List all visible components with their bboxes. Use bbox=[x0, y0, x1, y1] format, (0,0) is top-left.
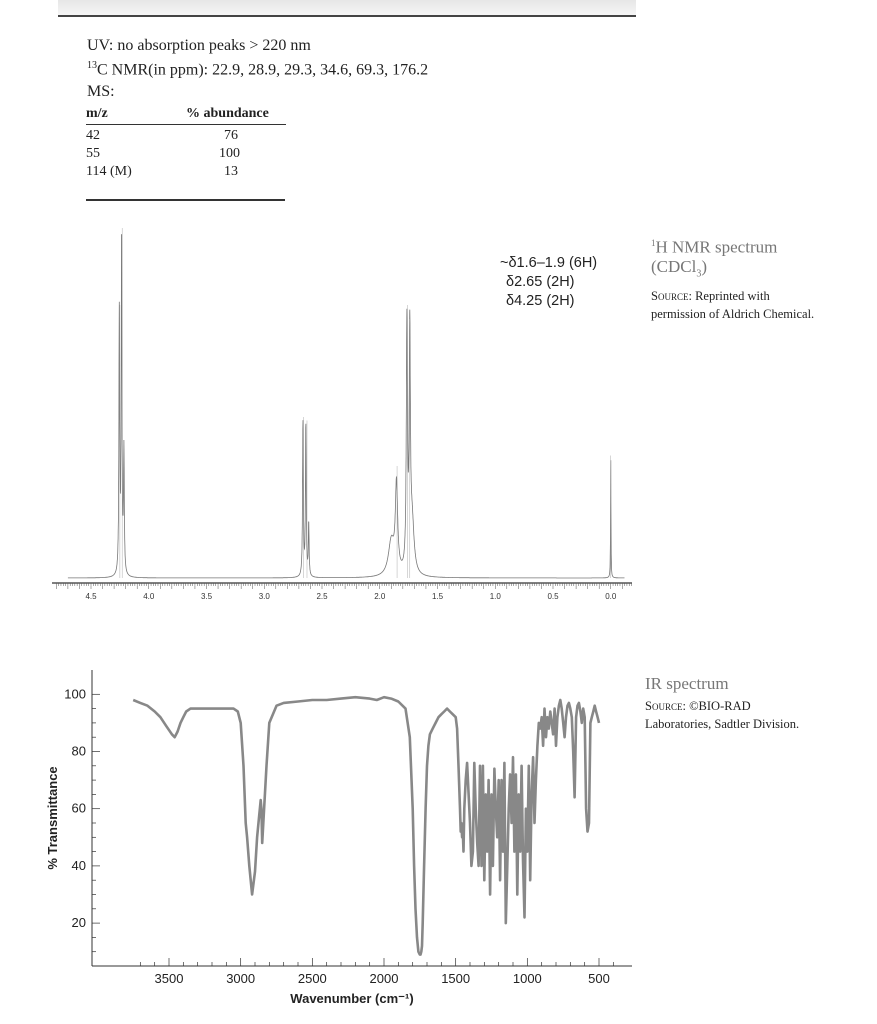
ms-label: MS: bbox=[87, 83, 115, 100]
ir-x-axis-label: Wavenumber (cm⁻¹) bbox=[290, 991, 414, 1006]
hnmr-chart bbox=[52, 228, 632, 601]
ir-y-tick-label: 100 bbox=[64, 686, 86, 702]
ms-mz-cell: 42 bbox=[86, 128, 100, 143]
ir-source-label: Source: bbox=[645, 699, 686, 713]
ir-x-tick-label: 3500 bbox=[154, 971, 184, 986]
hnmr-tick-label: 1.0 bbox=[489, 592, 501, 601]
ms-abundance-cell: 76 bbox=[224, 128, 238, 143]
legend-entry: ~δ1.6–1.9 (6H) bbox=[500, 255, 598, 271]
ir-x-tick-label: 1000 bbox=[512, 971, 542, 986]
ms-abundance-cell: 13 bbox=[224, 164, 238, 179]
hnmr-title-text: H NMR spectrum bbox=[655, 237, 778, 257]
ir-x-tick-label: 2000 bbox=[369, 971, 399, 986]
ms-abundance-cell: 100 bbox=[219, 146, 240, 161]
hnmr-tick-label: 0.0 bbox=[605, 592, 617, 601]
hnmr-title-superscript: 1 bbox=[651, 238, 656, 248]
hnmr-tick-label: 4.0 bbox=[143, 592, 155, 601]
ir-x-tick-label: 500 bbox=[588, 971, 610, 986]
ir-chart bbox=[45, 670, 632, 1006]
hnmr-spectrum-line bbox=[68, 234, 625, 578]
hnmr-tick-label: 0.5 bbox=[547, 592, 559, 601]
ms-mz-cell: 114 (M) bbox=[86, 164, 132, 179]
ir-y-tick-label: 80 bbox=[71, 743, 86, 759]
uv-text: UV: no absorption peaks > 220 nm bbox=[87, 37, 311, 54]
hnmr-tick-label: 2.0 bbox=[374, 592, 386, 601]
hnmr-source-line-2: permission of Aldrich Chemical. bbox=[651, 307, 815, 322]
ir-y-tick-label: 40 bbox=[71, 857, 86, 873]
hnmr-tick-label: 1.5 bbox=[431, 592, 444, 601]
legend-entry: δ4.25 (2H) bbox=[506, 293, 575, 309]
ir-y-tick-label: 60 bbox=[71, 800, 86, 816]
hnmr-tick-label: 2.5 bbox=[316, 592, 328, 601]
ir-y-tick-label: 20 bbox=[71, 915, 86, 931]
ir-x-tick-label: 2500 bbox=[297, 971, 327, 986]
ms-header-abundance: % abundance bbox=[186, 106, 269, 121]
c13-superscript: 13 bbox=[87, 60, 97, 71]
hnmr-solvent-text: (CDCl bbox=[651, 256, 697, 276]
c13-nmr-values: C NMR(in ppm): 22.9, 28.9, 29.3, 34.6, 69.3, 176.2 bbox=[97, 61, 429, 79]
hnmr-solvent-subscript: 3 bbox=[696, 268, 702, 280]
hnmr-source-text: Reprinted with bbox=[691, 289, 770, 304]
hnmr-tick-label: 3.5 bbox=[200, 592, 213, 601]
legend-entry: δ2.65 (2H) bbox=[506, 274, 575, 290]
ir-source-line-2: Laboratories, Sadtler Division. bbox=[645, 717, 800, 731]
hnmr-tick-label: 3.0 bbox=[258, 592, 270, 601]
hnmr-solvent-end: ) bbox=[701, 256, 708, 276]
ms-mz-cell: 55 bbox=[86, 146, 100, 161]
ir-spectrum-line bbox=[133, 697, 599, 954]
ir-x-tick-label: 3000 bbox=[226, 971, 256, 986]
hnmr-tick-label: 4.5 bbox=[85, 592, 97, 601]
ir-y-axis-label: % Transmittance bbox=[45, 766, 60, 870]
ms-header-mz: m/z bbox=[86, 106, 108, 121]
ir-caption-title: IR spectrum bbox=[645, 674, 729, 693]
hnmr-source-label: Source: bbox=[651, 289, 692, 304]
ir-source-text: ©BIO-RAD bbox=[685, 699, 751, 713]
ir-x-tick-label: 1500 bbox=[441, 971, 471, 986]
